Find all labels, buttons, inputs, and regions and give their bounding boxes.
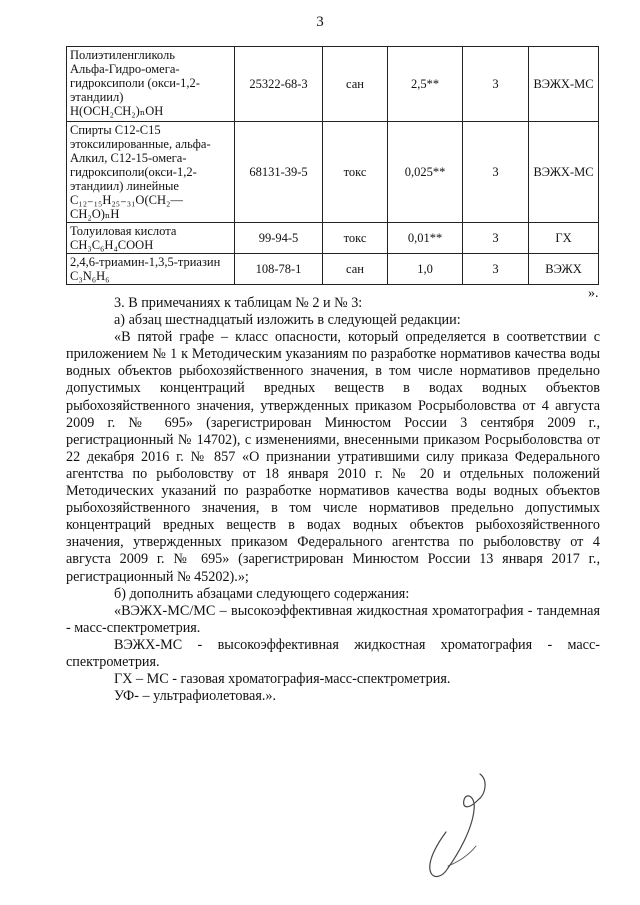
cas-number: 108-78-1 bbox=[235, 254, 323, 285]
chemical-formula: C₁₂₋₁₅H₂₅₋₃₁O(CH₂—CH₂O)ₙH bbox=[70, 193, 183, 221]
analysis-method: ГХ bbox=[529, 223, 599, 254]
analysis-method: ВЭЖХ-МС bbox=[529, 122, 599, 223]
name-line: гидроксиполи (окси-1,2- bbox=[70, 76, 200, 90]
concentration-value: 1,0 bbox=[388, 254, 463, 285]
substances-table bbox=[66, 46, 599, 285]
name-line: Полиэтиленгликоль bbox=[70, 48, 175, 62]
substance-name-cell bbox=[67, 223, 235, 254]
cas-number: 68131-39-5 bbox=[235, 122, 323, 223]
table-row bbox=[67, 223, 599, 254]
name-line: этандиил) bbox=[70, 90, 124, 104]
name-line: 2,4,6-триамин-1,3,5-триазин bbox=[70, 255, 221, 269]
subitem-a: а) абзац шестнадцатый изложить в следующей редакции: bbox=[114, 312, 461, 329]
hazard-class: 3 bbox=[463, 122, 529, 223]
chemical-formula: CH₃C₆H₄COOH bbox=[70, 238, 154, 252]
hazard-class: 3 bbox=[463, 223, 529, 254]
new-paragraph-text: «В пятой графе – класс опасности, который определяется в соответствии с приложением № 1 к Методическим указаниям по разработке нормативов качества воды водных объектов рыбохозяйственного значения, в том числе нормативов предельно допустимых концентраций вредных веществ в водах водных объектов рыбохозяйственного значения, утвержденных приказом Росрыболовства от 4 августа 2009 г. № 695» (зарегистрирован Минюстом России 3 сентября 2009 г., регистрационный № 14702), с изменениями, внесенными приказом Росрыболовства от 22 декабря 2016 г. № 857 «О признании утратившими силу приказа Федерального агентства по рыболовству от 18 января 2010 г. № 20 и отдельных положений Методических указаний по разработке нормативов качества воды водных объектов рыбохозяйственного значения, в том числе нормативов предельно допустимых концентраций вредных веществ в водах водных объектов рыбохозяйственного значения, утвержденных приказом Федерального агентства по рыболовству от 4 августа 2009 г. № 695» (зарегистрирован Минюстом России 13 января 2017 г., регистрационный № 45202).»; bbox=[66, 329, 600, 585]
table-row bbox=[67, 47, 599, 122]
concentration-value: 0,025** bbox=[388, 122, 463, 223]
item-3-heading: 3. В примечаниях к таблицам № 2 и № 3: bbox=[114, 295, 363, 311]
concentration-value: 0,01** bbox=[388, 223, 463, 254]
limit-type: сан bbox=[323, 254, 388, 285]
limit-type: токс bbox=[323, 122, 388, 223]
chemical-formula: H(OCH₂CH₂)ₙOH bbox=[70, 104, 164, 118]
handwritten-signature bbox=[418, 770, 508, 885]
page-number: 3 bbox=[316, 14, 324, 30]
abbreviation-gc-ms: ГХ – МС - газовая хроматография-масс-спектрометрия. bbox=[114, 671, 451, 688]
name-line: Альфа-Гидро-омега- bbox=[70, 62, 180, 76]
table-row bbox=[67, 122, 599, 223]
abbreviation-hplc-ms: ВЭЖХ-МС - высокоэффективная жидкостная хроматография - масс-спектрометрия. bbox=[66, 636, 600, 670]
name-line: этоксилированные, альфа- bbox=[70, 137, 211, 151]
subitem-b: б) дополнить абзацами следующего содержания: bbox=[114, 585, 410, 602]
table-row bbox=[67, 254, 599, 285]
hazard-class: 3 bbox=[463, 47, 529, 122]
limit-type: сан bbox=[323, 47, 388, 122]
abbreviation-hplc-ms-ms: «ВЭЖХ-МС/МС – высокоэффективная жидкостная хроматография - тандемная - масс-спектрометрия. bbox=[66, 602, 600, 636]
cas-number: 99-94-5 bbox=[235, 223, 323, 254]
cas-number: 25322-68-3 bbox=[235, 47, 323, 122]
name-line: гидроксиполи(окси-1,2- bbox=[70, 165, 197, 179]
name-line: этандиил) линейные bbox=[70, 179, 179, 193]
abbreviation-uv: УФ- – ультрафиолетовая.». bbox=[114, 688, 277, 705]
amendment-text bbox=[66, 295, 600, 705]
substance-name-cell bbox=[67, 47, 235, 122]
name-line: Спирты С12-С15 bbox=[70, 123, 161, 137]
limit-type: токс bbox=[323, 223, 388, 254]
name-line: Алкил, С12-15-омега- bbox=[70, 151, 187, 165]
substance-name-cell bbox=[67, 254, 235, 285]
concentration-value: 2,5** bbox=[388, 47, 463, 122]
closing-quote-mark: ». bbox=[588, 286, 599, 301]
name-line: Толуиловая кислота bbox=[70, 224, 177, 238]
substance-name-cell bbox=[67, 122, 235, 223]
analysis-method: ВЭЖХ bbox=[529, 254, 599, 285]
analysis-method: ВЭЖХ-МС bbox=[529, 47, 599, 122]
hazard-class: 3 bbox=[463, 254, 529, 285]
chemical-formula: C₃N₆H₆ bbox=[70, 269, 110, 283]
